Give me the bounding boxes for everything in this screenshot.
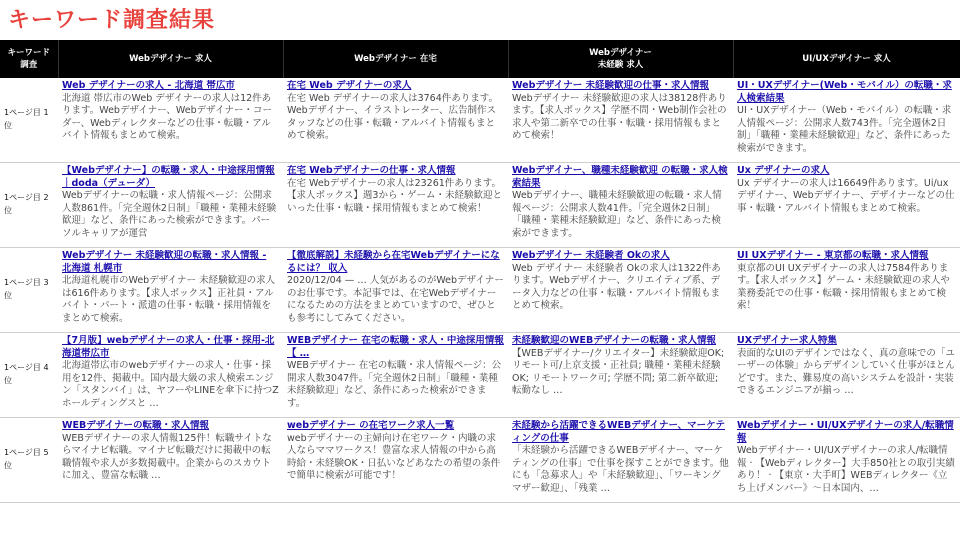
result-snippet: 東京都のUI UXデザイナーの求人は7584件あります。【求人ボックス】ゲーム・未経験歓迎の求人や業務委託での仕事・転職・採用情報もまとめて検索！ [737,262,950,312]
result-title-link[interactable]: Web デザイナーの求人 - 北海道 帯広市 [62,80,235,91]
rank-cell: 1ページ目 4位 [0,333,58,418]
result-title-link[interactable]: Webデザイナー、職種未経験歓迎 の転職・求人検索結果 [512,165,728,189]
table-header-row [0,40,960,78]
result-snippet: 【WEBデザイナー/クリエイター】未経験歓迎OK; リモート可/上京支援・正社員; 職種・業種未経験OK; リモートワーク可; 学歴不問; 第二新卒歓迎; 転勤なし … [512,347,725,397]
result-snippet: webデザイナーの主婦向け在宅ワーク・内職の求人ならママワークス！豊富な求人情報の中から高時給・未経験OK・日払いなどあなたの希望の条件で簡単に検索が可能です！ [287,432,501,482]
result-title-link[interactable]: 在宅 Web デザイナーの求人 [287,80,412,91]
result-title-link[interactable]: webデザイナー の在宅ワーク求人一覧 [287,420,455,431]
result-snippet: 表面的なUIのデザインではなく、真の意味での「ユーザーの体験」からデザインしていく仕事がほとんどです。また、難易度の高いシステムを設計・実装できるエンジニアが揃っ … [737,347,955,397]
rank-cell: 1ページ目 1位 [0,78,58,163]
result-cell [508,418,733,503]
result-title-link[interactable]: UI・UXデザイナー(Web・モバイル）の転職・求人検索結果 [737,80,952,104]
header-col4: UI/UXデザイナー 求人 [733,40,960,78]
result-cell [283,418,508,503]
result-snippet: Webデザイナー、職種未経験歓迎の転職・求人情報ページ：公開求人数41件。「完全週休2日制」「職種・業種未経験歓迎」など、条件にあった検索ができます。 [512,190,722,239]
result-cell [58,418,283,503]
result-title-link[interactable]: 【7月版】webデザイナーの求人・仕事・採用-北海道帯広市 [62,335,275,359]
result-cell [283,248,508,333]
result-snippet: 北海道札幌市のWebデザイナー 未経験歓迎の求人は616件あります。【求人ボックス】正社員・アルバイト・パート・派遣の仕事・転職・採用情報をまとめて検索。 [62,275,276,324]
result-snippet: Webデザイナー 未経験歓迎の求人は38128件あります。【求人ボックス】学歴不問・Web制作会社の求人や第二新卒での仕事・転職・採用情報もまとめて検索！ [512,92,727,142]
result-cell [733,78,960,163]
result-title-link[interactable]: UXデザイナー求人特集 [737,335,837,346]
rank-cell: 1ページ目 2位 [0,163,58,248]
result-title-link[interactable]: 【Webデザイナー】の転職・求人・中途採用情報｜doda（デューダ） [62,165,275,189]
result-cell [283,333,508,418]
rank-cell: 1ページ目 5位 [0,418,58,503]
result-title-link[interactable]: 未経験歓迎のWEBデザイナーの転職・求人情報 [512,335,717,346]
table-row [0,333,960,418]
result-cell [58,78,283,163]
table-row [0,163,960,248]
result-snippet: 2020/12/04 — … 人気があるのがWebデザイナーのお仕事です。本記事では、在宅Webデザイナーになるための方法をまとめていますので、ぜひとも参考にしてみてください。 [287,275,504,324]
result-title-link[interactable]: UI UXデザイナー - 東京都の転職・求人情報 [737,250,929,261]
result-snippet: WEBデザイナー 在宅の転職・求人情報ページ：公開求人数3047件。「完全週休2日制」「職種・業種未経験歓迎」など、条件にあった検索ができます。 [287,360,502,409]
header-col3 [508,40,733,78]
result-cell [58,163,283,248]
result-snippet: Webデザイナー・UI/UXデザイナーの求人/転職情報 · 【Webディレクター】大手850社との取引実績あり！ · 【東京・大手町】WEBディレクター《立ち上げメンバー》〜日本国内、… [737,445,955,494]
result-cell [733,418,960,503]
result-title-link[interactable]: Webデザイナー 未経験歓迎の転職・求人情報 - 北海道 札幌市 [62,250,267,274]
page-title: キーワード調査結果 [8,8,216,33]
result-cell [508,248,733,333]
result-snippet: WEBデザイナーの求人情報125件！転職サイトならマイナビ転職。マイナビ転職だけに掲載中の転職情報や求人が多数掲載中。企業からのスカウトに加え、豊富な転職 … [62,432,272,482]
result-snippet: UI・UXデザイナー（Web・モバイル）の転職・求人情報ページ：公開求人数743件。「完全週休2日制」「職種・業種未経験歓迎」など、条件にあった検索ができます。 [737,105,952,154]
header-col3-line2: 未経験 求人 [597,60,644,70]
result-title-link[interactable]: Webデザイナー 未経験歓迎の仕事・求人情報 [512,80,710,91]
result-snippet: 北海道帯広市のwebデザイナーの求人・仕事・採用を12件、掲載中。国内最大級の求人検索エンジン「スタンバイ」は、ヤフーやLINEを傘下に持つZホールディングスと … [62,360,279,409]
result-cell [733,163,960,248]
result-snippet: 在宅 Web デザイナーの求人は3764件あります。Webデザイナー、イラストレーター、広告制作スタッフなどの仕事・転職・アルバイト情報もまとめて検索。 [287,92,499,142]
header-keyword: キーワード調査 [0,40,58,78]
result-title-link[interactable]: 在宅 Webデザイナーの仕事・求人情報 [287,165,456,176]
table-row [0,78,960,163]
keyword-results-table [0,40,960,503]
result-snippet: 在宅 Webデザイナーの求人は23261件あります。【求人ボックス】週3から・ゲーム・未経験歓迎といった仕事・転職・採用情報もまとめて検索！ [287,177,502,214]
result-snippet: Web デザイナー 未経験者 Okの求人は1322件あります。Webデザイナー、クリエイティブ系、データ入力などの仕事・転職・アルバイト情報もまとめて検索。 [512,262,721,312]
result-cell [733,248,960,333]
table-row [0,248,960,333]
result-title-link[interactable]: 【徹底解説】未経験から在宅Webデザイナーになるには？ 収入 [287,250,500,274]
rank-cell: 1ページ目 3位 [0,248,58,333]
result-cell [508,78,733,163]
result-snippet: 「未経験から活躍できるWEBデザイナー、マーケティングの仕事」で仕事を探すことができます。他にも「急募求人」や「未経験歓迎」、「ワーキングマザー歓迎」、「残業 … [512,445,729,494]
result-cell [733,333,960,418]
result-title-link[interactable]: 未経験から活躍できるWEBデザイナー、マーケティングの仕事 [512,420,725,444]
result-snippet: Webデザイナーの転職・求人情報ページ：公開求人数861件。「完全週休2日制」「職種・業種未経験歓迎」など、条件にあった検索ができます。パーソルキャリアが運営 [62,190,277,239]
result-snippet: Ux デザイナーの求人は16649件あります。Ui/uxデザイナー、Webデザイナー、デザイナーなどの仕事・転職・アルバイト情報もまとめて検索。 [737,177,955,214]
result-title-link[interactable]: Webデザイナー 未経験者 Okの求人 [512,250,670,261]
result-cell [58,333,283,418]
result-cell [508,163,733,248]
result-title-link[interactable]: WEBデザイナーの転職・求人情報 [62,420,210,431]
result-title-link[interactable]: Ux デザイナーの求人 [737,165,830,176]
result-title-link[interactable]: Webデザイナー・UI/UXデザイナーの求人/転職情報 [737,420,954,444]
table-row [0,418,960,503]
result-cell [283,163,508,248]
header-col2: Webデザイナー 在宅 [283,40,508,78]
result-cell [58,248,283,333]
result-cell [283,78,508,163]
header-col1: Webデザイナー 求人 [58,40,283,78]
result-cell [508,333,733,418]
result-snippet: 北海道 帯広市のWeb デザイナーの求人は12件あります。Webデザイナー、Webデザイナー・コーダー、Webディレクターなどの仕事・転職・アルバイト情報もまとめて検索。 [62,92,272,142]
header-col3-line1: Webデザイナー [589,48,652,58]
result-title-link[interactable]: WEBデザイナー 在宅の転職・求人・中途採用情報【 … [287,335,504,359]
